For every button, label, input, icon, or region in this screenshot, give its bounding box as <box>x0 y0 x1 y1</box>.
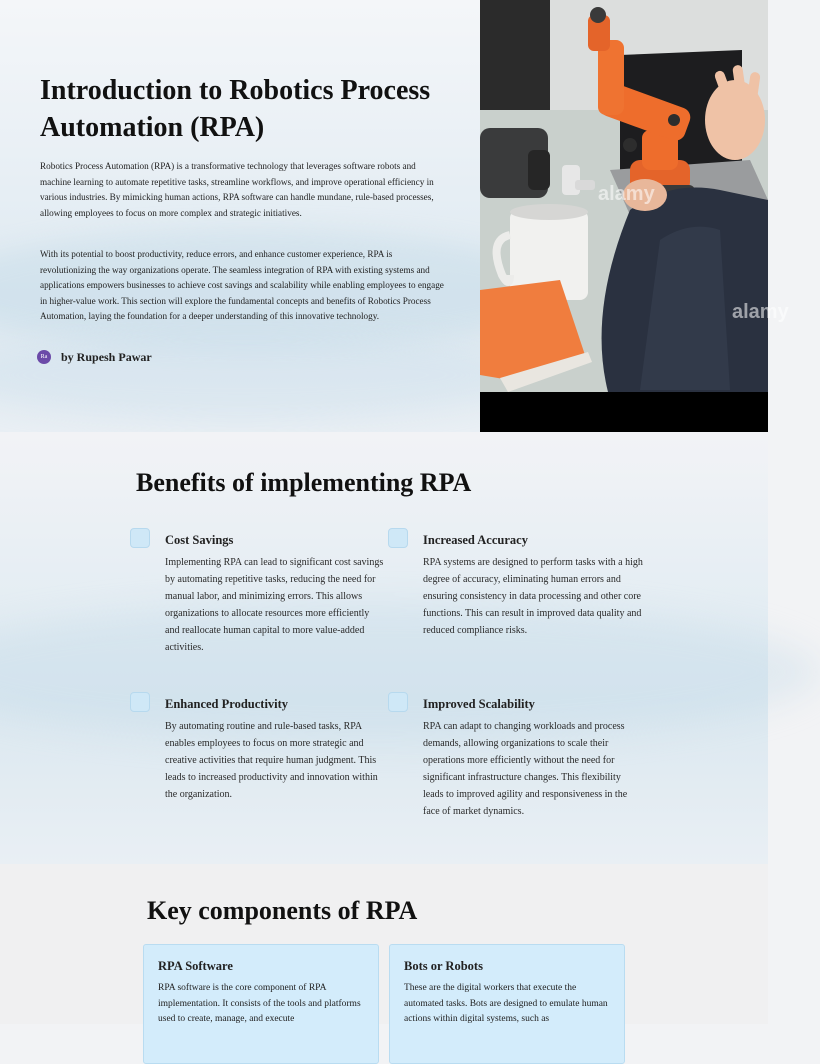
background-wave <box>0 602 820 742</box>
benefit-title: Enhanced Productivity <box>165 697 289 711</box>
benefits-title: Benefits of implementing RPA <box>136 468 472 497</box>
page-title: Introduction to Robotics Process Automation (RPA) <box>40 75 431 143</box>
benefit-body: By automating routine and rule-based tasks, RPA enables employees to focus on more strategic and creative activities that require human judgment. This leads to increased productivity and innovation within the organization. <box>165 721 378 800</box>
benefit-title: Improved Scalability <box>423 697 535 711</box>
component-card-bots-or-robots <box>389 944 625 1064</box>
benefit-body: RPA can adapt to changing workloads and process demands, allowing organizations to scale their operations more efficiently without the need for significant infrastructure changes. This flexibility leads to improved agility and responsiveness in the face of market dynamics. <box>423 721 628 817</box>
intro-paragraph-2: With its potential to boost productivity, reduce errors, and enhance customer experience, RPA is revolutionizing the way organizations operate. The seamless integration of RPA with existing systems and applications empowers businesses to achieve cost savings and scalability while enabling employees to engage in higher-value work. This section will explore the fundamental concepts and benefits of Robotics Process Automation, laying the foundation for a deeper understanding of this innovative technology. <box>40 249 444 321</box>
component-body: These are the digital workers that execute the automated tasks. Bots are designed to emulate human actions within digital systems, such as <box>404 983 608 1024</box>
component-body: RPA software is the core component of RPA implementation. It consists of the tools and platforms used to create, manage, and execute <box>158 983 361 1024</box>
benefit-card-increased-accuracy <box>423 532 643 639</box>
component-title: Bots or Robots <box>404 959 483 973</box>
benefit-card-improved-scalability <box>423 696 643 820</box>
component-title: RPA Software <box>158 959 233 973</box>
benefit-card-cost-savings <box>165 532 385 656</box>
benefit-icon <box>388 528 408 548</box>
watermark-text: alamy <box>598 183 655 205</box>
benefit-title: Cost Savings <box>165 533 234 547</box>
background-wave <box>0 330 520 420</box>
avatar: Ra <box>37 350 51 364</box>
components-title: Key components of RPA <box>147 896 418 925</box>
benefits-section <box>0 432 768 864</box>
author-byline <box>37 348 152 366</box>
benefit-icon <box>130 692 150 712</box>
benefit-icon <box>388 692 408 712</box>
watermark-text: alamy <box>732 301 789 323</box>
benefit-icon <box>130 528 150 548</box>
photo-bottom-bar <box>480 392 768 432</box>
benefit-card-enhanced-productivity <box>165 696 385 803</box>
intro-paragraph-1: Robotics Process Automation (RPA) is a transformative technology that leverages software robots and machine learning to automate repetitive tasks, streamline workflows, and improve operational efficiency in various industries. By mimicking human actions, RPA software can handle mundane, rule-based processes, allowing employees to focus on more complex and strategic initiatives. <box>40 161 434 218</box>
component-card-rpa-software <box>143 944 379 1064</box>
benefit-title: Increased Accuracy <box>423 533 528 547</box>
benefit-body: RPA systems are designed to perform tasks with a high degree of accuracy, eliminating human errors and ensuring consistency in data processing and other core functions. This can result in improved data quality and reduced compliance risks. <box>423 557 643 636</box>
author-name: by Rupesh Pawar <box>61 349 152 364</box>
robot-arm-illustration <box>480 0 789 392</box>
robot-arm-photo <box>480 0 789 392</box>
benefit-body: Implementing RPA can lead to significant cost savings by automating repetitive tasks, reducing the need for manual labor, and minimizing errors. This allows organizations to allocate resources more efficiently and reallocate human capital to more value-added activities. <box>165 557 384 653</box>
components-section <box>0 864 768 1024</box>
